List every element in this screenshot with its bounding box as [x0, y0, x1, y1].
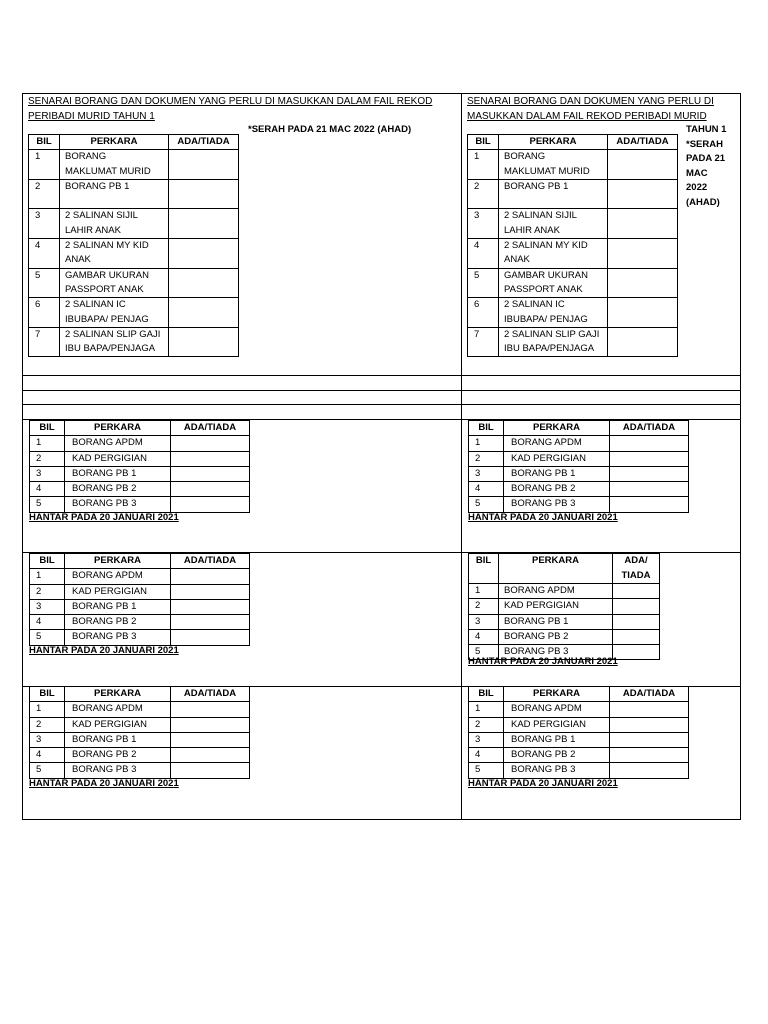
table-row [469, 451, 689, 466]
row-number: 2 [30, 451, 65, 466]
table-row [30, 451, 250, 466]
row-status-cell[interactable] [610, 717, 689, 732]
table-row [30, 599, 250, 614]
row-item: GAMBAR UKURAN PASSPORT ANAK [60, 268, 169, 298]
table-row [30, 702, 250, 717]
table-header-row [469, 554, 660, 584]
row-status-cell[interactable] [169, 179, 239, 209]
table-row [469, 702, 689, 717]
row-status-cell[interactable] [171, 615, 250, 630]
row-item: BORANG PB 2 [65, 748, 171, 763]
table-row [30, 630, 250, 645]
table-row [30, 584, 250, 599]
row-status-cell[interactable] [610, 466, 689, 481]
table-row [468, 298, 678, 328]
row-item: 2 SALINAN SLIP GAJI IBU BAPA/PENJAGA [499, 327, 608, 357]
table-header-row [469, 687, 689, 702]
deadline-note: TAHUN 1 *SERAH PADA 21 MAC 2022 (AHAD) [686, 124, 727, 208]
submission-table [468, 553, 660, 660]
header-perkara: PERKARA [504, 687, 610, 702]
table-row [29, 298, 239, 328]
table-row [30, 748, 250, 763]
header-bil: BIL [29, 135, 60, 150]
checklist-table [467, 134, 678, 357]
table-row [29, 209, 239, 239]
row-number: 2 [469, 451, 504, 466]
row-number: 3 [468, 209, 499, 239]
row-item: BORANG PB 3 [504, 497, 610, 512]
row-item: BORANG PB 2 [65, 615, 171, 630]
table-row [469, 717, 689, 732]
row-number: 5 [469, 497, 504, 512]
row-number: 3 [29, 209, 60, 239]
row-number: 1 [469, 702, 504, 717]
submission-table [29, 686, 250, 779]
row-number: 6 [468, 298, 499, 328]
row-number: 4 [30, 615, 65, 630]
row-item: BORANG PB 1 [499, 614, 613, 629]
row-status-cell[interactable] [610, 436, 689, 451]
table-row [30, 615, 250, 630]
table-row [29, 327, 239, 357]
table-row [469, 599, 660, 614]
header-perkara: PERKARA [65, 421, 171, 436]
table-row [468, 179, 678, 209]
submission-deadline: HANTAR PADA 20 JANUARI 2021 [29, 512, 179, 523]
row-status-cell[interactable] [608, 209, 678, 239]
row-item: BORANG PB 3 [65, 497, 171, 512]
table-header-row [30, 421, 250, 436]
row-item: BORANG PB 1 [65, 599, 171, 614]
row-number: 4 [469, 482, 504, 497]
row-number: 2 [29, 179, 60, 209]
row-status-cell[interactable] [608, 239, 678, 269]
row-status-cell[interactable] [610, 702, 689, 717]
header-ada-tiada: ADA/TIADA [610, 687, 689, 702]
frame-right [740, 93, 741, 820]
table-row [29, 268, 239, 298]
row-item: 2 SALINAN SLIP GAJI IBU BAPA/PENJAGA [60, 327, 169, 357]
submission-deadline: HANTAR PADA 20 JANUARI 2021 [29, 778, 179, 789]
row-status-cell[interactable] [608, 268, 678, 298]
row-status-cell[interactable] [171, 763, 250, 778]
header-perkara: PERKARA [65, 554, 171, 569]
row-item: KAD PERGIGIAN [65, 717, 171, 732]
header-ada-tiada: ADA/ TIADA [613, 554, 660, 584]
submission-deadline: HANTAR PADA 20 JANUARI 2021 [468, 778, 618, 789]
row-item: BORANG PB 1 [65, 732, 171, 747]
row-item: BORANG MAKLUMAT MURID [60, 150, 169, 180]
row-item: BORANG PB 3 [65, 763, 171, 778]
table-row [30, 436, 250, 451]
header-bil: BIL [469, 687, 504, 702]
row-item: BORANG PB 1 [504, 466, 610, 481]
row-number: 5 [469, 645, 499, 660]
row-number: 4 [468, 239, 499, 269]
row-status-cell[interactable] [613, 629, 660, 644]
row-status-cell[interactable] [171, 466, 250, 481]
table-row [469, 466, 689, 481]
table-header-row [469, 421, 689, 436]
row-item: BORANG PB 1 [60, 179, 169, 209]
row-number: 3 [469, 614, 499, 629]
header-ada-tiada: ADA/TIADA [608, 135, 678, 150]
table-header-row [30, 687, 250, 702]
row-number: 5 [30, 630, 65, 645]
table-row [468, 327, 678, 357]
section-title-line: SENARAI BORANG DAN DOKUMEN YANG PERLU DI MASUKKAN DALAM FAIL REKOD [28, 96, 433, 107]
row-status-cell[interactable] [171, 482, 250, 497]
row-item: BORANG APDM [499, 584, 613, 599]
row-number: 5 [30, 763, 65, 778]
row-item: BORANG APDM [65, 702, 171, 717]
table-row [469, 748, 689, 763]
row-status-cell[interactable] [171, 451, 250, 466]
row-divider [22, 404, 741, 405]
row-item: KAD PERGIGIAN [504, 451, 610, 466]
row-status-cell[interactable] [169, 209, 239, 239]
table-row [469, 763, 689, 778]
row-status-cell[interactable] [171, 748, 250, 763]
table-row [469, 482, 689, 497]
table-row [29, 239, 239, 269]
row-number: 1 [468, 150, 499, 180]
table-row [30, 482, 250, 497]
header-ada-tiada: ADA/TIADA [610, 421, 689, 436]
header-perkara: PERKARA [499, 135, 608, 150]
table-row [468, 239, 678, 269]
frame-left [22, 93, 23, 820]
table-row [469, 497, 689, 512]
row-number: 1 [30, 702, 65, 717]
row-status-cell[interactable] [171, 497, 250, 512]
row-item: BORANG APDM [65, 436, 171, 451]
row-item: 2 SALINAN IC IBUBAPA/ PENJAG [499, 298, 608, 328]
row-status-cell[interactable] [171, 732, 250, 747]
row-item: BORANG PB 1 [65, 466, 171, 481]
table-row [469, 584, 660, 599]
header-bil: BIL [469, 421, 504, 436]
table-row [30, 497, 250, 512]
submission-table [468, 420, 689, 513]
row-status-cell[interactable] [169, 239, 239, 269]
submission-table [29, 420, 250, 513]
frame-middle [461, 93, 462, 820]
row-item: BORANG PB 1 [504, 732, 610, 747]
table-row [30, 763, 250, 778]
row-item: 2 SALINAN MY KID ANAK [499, 239, 608, 269]
row-status-cell[interactable] [171, 599, 250, 614]
row-status-cell[interactable] [610, 451, 689, 466]
row-status-cell[interactable] [169, 268, 239, 298]
table-row [468, 209, 678, 239]
header-perkara: PERKARA [65, 687, 171, 702]
table-row [30, 569, 250, 584]
row-divider [22, 390, 741, 391]
row-number: 1 [469, 584, 499, 599]
row-number: 3 [30, 466, 65, 481]
row-number: 5 [468, 268, 499, 298]
row-divider [22, 375, 741, 376]
table-row [30, 466, 250, 481]
row-item: 2 SALINAN MY KID ANAK [60, 239, 169, 269]
header-ada-tiada: ADA/TIADA [171, 687, 250, 702]
submission-table [468, 686, 689, 779]
row-number: 2 [469, 599, 499, 614]
row-status-cell[interactable] [171, 436, 250, 451]
row-status-cell[interactable] [171, 584, 250, 599]
header-perkara: PERKARA [504, 421, 610, 436]
row-number: 1 [469, 436, 504, 451]
row-number: 5 [469, 763, 504, 778]
row-item: KAD PERGIGIAN [65, 451, 171, 466]
header-bil: BIL [30, 554, 65, 569]
row-number: 1 [30, 569, 65, 584]
table-row [469, 732, 689, 747]
row-item: BORANG PB 2 [65, 482, 171, 497]
row-status-cell[interactable] [608, 298, 678, 328]
header-ada-tiada: ADA/TIADA [171, 554, 250, 569]
row-number: 4 [469, 629, 499, 644]
deadline-note: *SERAH PADA 21 MAC 2022 (AHAD) [248, 124, 412, 135]
header-bil: BIL [30, 421, 65, 436]
submission-deadline: HANTAR PADA 20 JANUARI 2021 [468, 512, 618, 523]
row-number: 2 [30, 717, 65, 732]
submission-deadline: HANTAR PADA 20 JANUARI 2021 [468, 656, 618, 667]
table-row [469, 436, 689, 451]
row-number: 1 [29, 150, 60, 180]
row-number: 7 [29, 327, 60, 357]
row-item: 2 SALINAN IC IBUBAPA/ PENJAG [60, 298, 169, 328]
frame-bottom [22, 819, 741, 820]
row-number: 4 [30, 748, 65, 763]
row-item: BORANG PB 2 [499, 629, 613, 644]
table-row [469, 614, 660, 629]
row-item: KAD PERGIGIAN [65, 584, 171, 599]
row-item: BORANG PB 3 [504, 763, 610, 778]
checklist-table [28, 134, 239, 357]
row-status-cell[interactable] [610, 732, 689, 747]
row-number: 5 [30, 497, 65, 512]
row-status-cell[interactable] [610, 763, 689, 778]
row-status-cell[interactable] [171, 569, 250, 584]
header-perkara: PERKARA [60, 135, 169, 150]
submission-deadline: HANTAR PADA 20 JANUARI 2021 [29, 645, 179, 656]
section-title-line: PERIBADI MURID TAHUN 1 [28, 111, 155, 122]
row-item: BORANG APDM [65, 569, 171, 584]
row-status-cell[interactable] [171, 702, 250, 717]
table-row [468, 268, 678, 298]
table-row [29, 150, 239, 180]
submission-table [29, 553, 250, 646]
row-status-cell[interactable] [169, 150, 239, 180]
header-perkara: PERKARA [499, 554, 613, 584]
row-item: BORANG PB 3 [499, 645, 613, 660]
row-status-cell[interactable] [171, 717, 250, 732]
table-header-row [30, 554, 250, 569]
row-status-cell[interactable] [613, 645, 660, 660]
row-status-cell[interactable] [608, 150, 678, 180]
row-number: 2 [30, 584, 65, 599]
row-number: 3 [30, 732, 65, 747]
row-status-cell[interactable] [613, 599, 660, 614]
row-status-cell[interactable] [610, 497, 689, 512]
row-number: 3 [469, 732, 504, 747]
row-status-cell[interactable] [613, 584, 660, 599]
header-bil: BIL [469, 554, 499, 584]
row-item: BORANG PB 2 [504, 748, 610, 763]
row-item: BORANG PB 3 [65, 630, 171, 645]
table-header-row [29, 135, 239, 150]
row-status-cell[interactable] [169, 327, 239, 357]
row-number: 7 [468, 327, 499, 357]
table-row [29, 179, 239, 209]
row-status-cell[interactable] [610, 482, 689, 497]
row-item: 2 SALINAN SIJIL LAHIR ANAK [60, 209, 169, 239]
row-status-cell[interactable] [169, 298, 239, 328]
row-item: BORANG PB 1 [499, 179, 608, 209]
section-title-line: SENARAI BORANG DAN DOKUMEN YANG PERLU DI [467, 96, 714, 107]
table-row [469, 629, 660, 644]
header-ada-tiada: ADA/TIADA [171, 421, 250, 436]
row-item: BORANG PB 2 [504, 482, 610, 497]
row-number: 5 [29, 268, 60, 298]
section-title-line: MASUKKAN DALAM FAIL REKOD PERIBADI MURID [467, 111, 707, 122]
row-status-cell[interactable] [171, 630, 250, 645]
row-item: BORANG APDM [504, 702, 610, 717]
row-number: 3 [30, 599, 65, 614]
table-header-row [468, 135, 678, 150]
row-number: 6 [29, 298, 60, 328]
row-number: 2 [468, 179, 499, 209]
header-ada-tiada: ADA/TIADA [169, 135, 239, 150]
row-status-cell[interactable] [613, 614, 660, 629]
header-bil: BIL [468, 135, 499, 150]
row-status-cell[interactable] [610, 748, 689, 763]
row-item: 2 SALINAN SIJIL LAHIR ANAK [499, 209, 608, 239]
row-item: BORANG APDM [504, 436, 610, 451]
row-status-cell[interactable] [608, 179, 678, 209]
table-row [30, 732, 250, 747]
row-number: 4 [30, 482, 65, 497]
header-bil: BIL [30, 687, 65, 702]
row-item: KAD PERGIGIAN [499, 599, 613, 614]
row-number: 4 [29, 239, 60, 269]
row-item: GAMBAR UKURAN PASSPORT ANAK [499, 268, 608, 298]
row-status-cell[interactable] [608, 327, 678, 357]
row-number: 1 [30, 436, 65, 451]
table-row [30, 717, 250, 732]
row-item: BORANG MAKLUMAT MURID [499, 150, 608, 180]
row-number: 4 [469, 748, 504, 763]
row-number: 3 [469, 466, 504, 481]
row-item: KAD PERGIGIAN [504, 717, 610, 732]
row-number: 2 [469, 717, 504, 732]
table-row [468, 150, 678, 180]
